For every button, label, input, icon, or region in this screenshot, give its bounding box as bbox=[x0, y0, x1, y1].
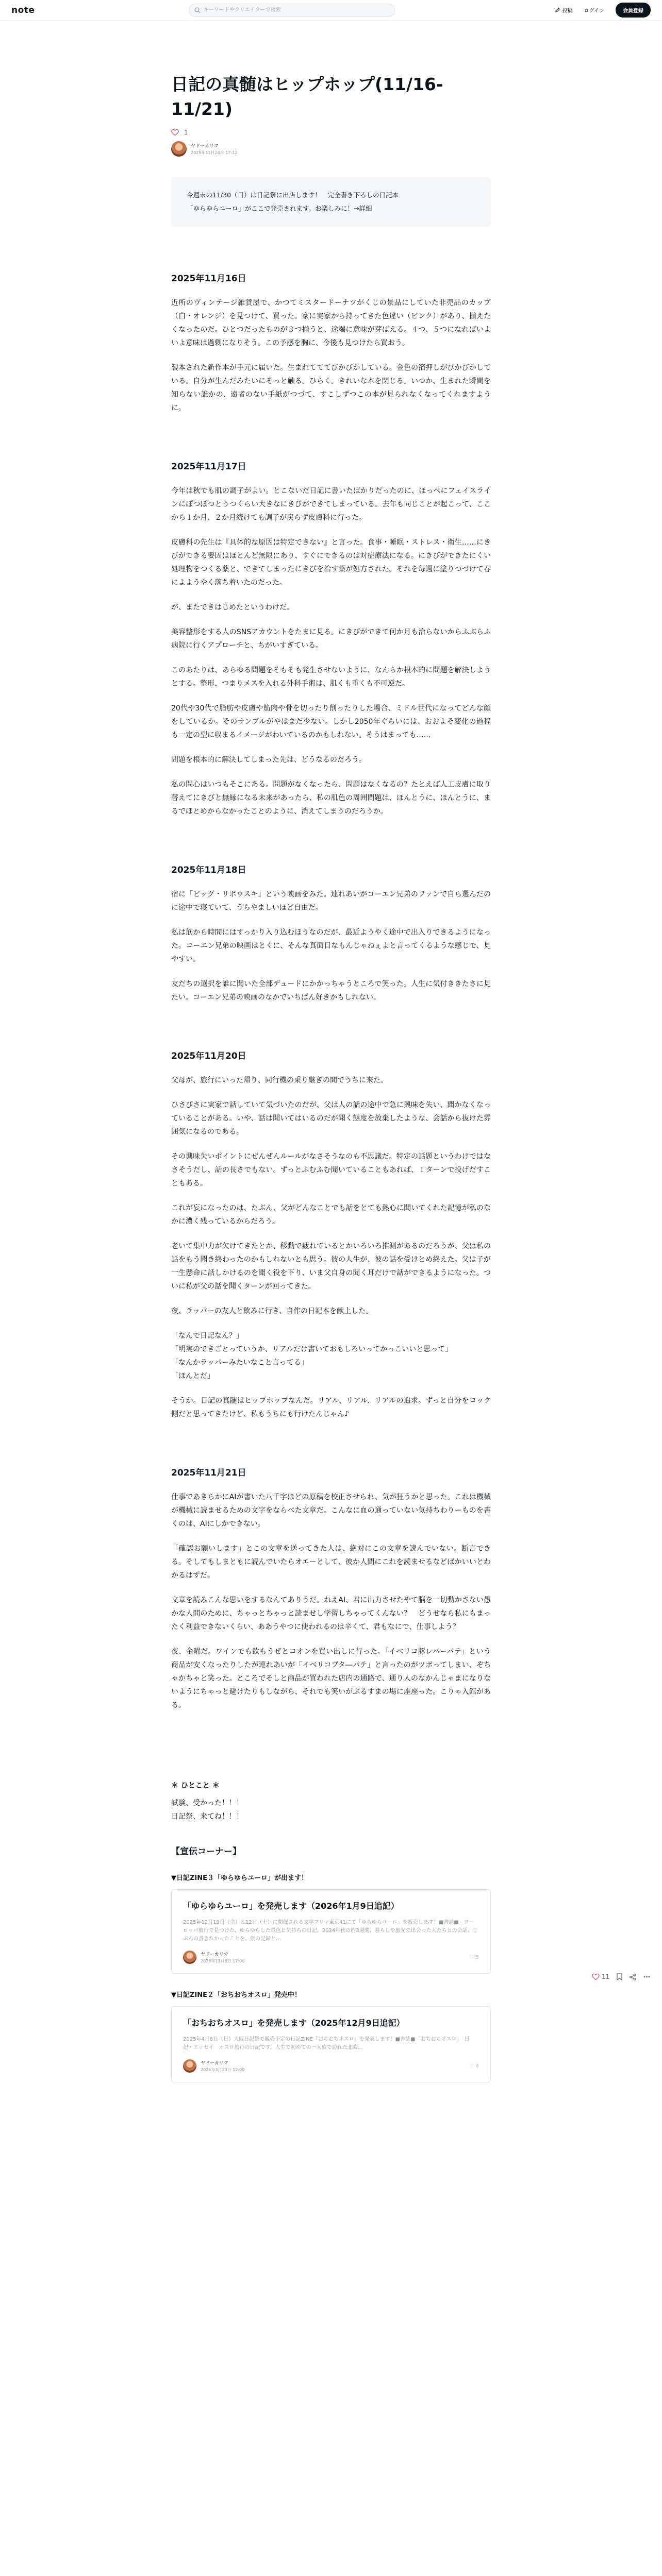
author-row[interactable] bbox=[171, 141, 491, 157]
search-icon bbox=[194, 7, 201, 13]
author-avatar[interactable] bbox=[171, 141, 187, 157]
note-logo[interactable]: note bbox=[11, 5, 35, 15]
entry-paragraph: 製本された新作本が手元に届いた。生まれてててびかびかしている。金色の箔押しがびかびかしている。自分が生んだみたいにそっと触る。ひらく。きれいな本を閉じる。いつか、生まれた瞬間を知らない誰かの、遠者のない手紙がつづて、すこしずつこの本が見られなくなってくれますように。 bbox=[171, 364, 491, 412]
post-date: 2025年11月24日 17:12 bbox=[191, 150, 238, 155]
hitokoto-head: ＊ ひとこと ＊ bbox=[171, 1782, 220, 1790]
promo-item bbox=[171, 1989, 491, 2082]
more-icon bbox=[643, 1976, 650, 1978]
entry-date: 2025年11月20日 bbox=[171, 1051, 246, 1061]
search-input[interactable] bbox=[204, 7, 389, 13]
entry-paragraph: 美容整形をする人のSNSアカウントをたまに見る。にきびができて何か月も治らないからふぶらふ病院に行くアプローチと、ちがいすぎている。 bbox=[171, 628, 491, 650]
heart-icon[interactable] bbox=[171, 129, 179, 136]
entry-date: 2025年11月18日 bbox=[171, 865, 246, 875]
float-like-button[interactable] bbox=[592, 1973, 609, 1980]
site-header bbox=[0, 0, 662, 21]
hitokoto-section bbox=[171, 1779, 491, 1823]
entry-paragraph: 父母が、旅行にいった帰り、同行機の乗り継ぎの間でうちに来た。 bbox=[171, 1076, 388, 1084]
notice-line[interactable]: 「ゆらゆらユーロ」がここで発売されます。お楽しみに！→詳細 bbox=[187, 205, 372, 212]
card-title[interactable]: 「おちおちオスロ」を発売します（2025年12月9日追記） bbox=[183, 2018, 405, 2028]
card-body: 2025年4月6日（日）大阪日記祭で販売予定の日記ZINE「おちおちオスロ」を発表します！■書誌■「おちおちオスロ」 日記・エッセイ オスロ旅行の日記です。人生で初めての一人旅で訪れた北欧… bbox=[183, 2037, 470, 2050]
promo-section bbox=[171, 1844, 491, 2082]
entry-paragraph: 夜、金曜だ。ワインでも飲もうぜとコオンを買い出しに行った。「イベリコ豚レバーパテ」という商品が安くなったりしたが連れあいが「イベリコブタ―パテ」と言ったのがツボってしまい、ぞちゃかちゃと笑った。ところでそしと商品が買われた店内の通路で、通り人のなかんじゃまになりないようにちゃっと避けたりもしながら、それでも笑いがぶるすまの場に座座った。こりゃ入館がある。 bbox=[171, 1648, 491, 1709]
entry-paragraph: 問題を根本的に解決してしまった先は、どうなるのだろう。 bbox=[171, 756, 366, 764]
share-button[interactable] bbox=[630, 1974, 636, 1980]
register-button[interactable]: 会員登録 bbox=[616, 3, 651, 18]
diary-entries bbox=[171, 271, 491, 1712]
entry-paragraph: 皮膚科の先生は『具体的な原因は特定できない』と言った。食事・睡眠・ストレス・衛生……にきびができる要因はほとんど無限にあり、すぐにできるのは対症療法になる。にきびができたにくい処理物をつくる薬と、できてしまったにきびを治す薬が処方された。それを毎週に塗りつづけて春によようやく落ち着いたのだった。 bbox=[171, 538, 491, 587]
embed-card[interactable] bbox=[171, 1889, 491, 1974]
card-date: 2025年3月20日 12:00 bbox=[201, 2067, 245, 2072]
entry-paragraph: 友だちの選択を誰に聞いた全部デュードにかかっちゃうところで笑った。人生に気付ききたさに見たい。コーエン兄弟の映画のなかでいちばん好きかもしれない。 bbox=[171, 980, 491, 1002]
entry-paragraph: 夜、ラッパーの友人と飲みに行き、自作の日記本を献上した。 bbox=[171, 1307, 373, 1315]
article-title: 日記の真髄はヒップホップ(11/16-11/21) bbox=[171, 74, 443, 119]
login-link[interactable] bbox=[584, 6, 605, 14]
float-like-count: 11 bbox=[602, 1973, 610, 1980]
bookmark-icon bbox=[617, 1973, 622, 1980]
entry-paragraph: これが妄になったのは、たぶん、父がどんなことでも話をとても熱心に聞いてくれた記憶が私のなかに濃く残っているからだろう。 bbox=[171, 1204, 491, 1226]
entry-paragraph: そうか。日記の真髄はヒップホップなんだ。リアル、リアル、リアルの追求。ずっと自分をロック側だと思ってきたけど、私もうちにも行けたんじゃん♪ bbox=[171, 1397, 491, 1418]
bookmark-button[interactable] bbox=[617, 1973, 622, 1980]
entry-paragraph: このあたりは、あらゆる問題をそもそも発生させないように、なんらか根本的に問題を解決しようとする。整形、つまりメスを入れる外科手術は、肌くも重くも不可逆だ。 bbox=[171, 666, 491, 688]
card-like-count: ♡ 4 bbox=[469, 2063, 479, 2069]
promo-item bbox=[171, 1872, 491, 1974]
entry-paragraph: その興味失いポイントにぜんぜんルールがなさそうなのも不思議だ。特定の話題というわけではなさそうだし、話の長さでもない。ずっとふむふむ聞いていることもあれば、１ターンで投げだすこともある。 bbox=[171, 1153, 491, 1188]
embed-card[interactable] bbox=[171, 2006, 491, 2082]
entry-date: 2025年11月21日 bbox=[171, 1468, 246, 1478]
card-body: 2025年12月19日（金）と12日（土）に開催される文学フリマ東京41にて「ゆらゆらユーロ」を販売します！■書誌■ ヨーロッパ旅行で見つけた、ゆらゆらした景色と気持ちの日記。2024年秋の約3週間、暮らしや旅先で出会った人たちとの会話、じぶんの書きたかったことを、旅の記録と… bbox=[183, 1920, 478, 1942]
entry-paragraph: 宿に「ビッグ・リボウスキ」という映画をみた。連れあいがコーエン兄弟のファンで自ら選んだのに途中で寝ていて、うらやましいほど自由だ。 bbox=[171, 890, 491, 912]
like-row bbox=[171, 129, 491, 136]
promo-head: 【宣伝コーナー】 bbox=[171, 1846, 241, 1857]
card-foot bbox=[183, 1951, 479, 1964]
share-icon bbox=[630, 1974, 636, 1980]
card-title[interactable]: 「ゆらゆらユーロ」を発売します（2026年1月9日追記） bbox=[183, 1901, 399, 1911]
pencil-icon bbox=[555, 7, 560, 13]
like-count: 1 bbox=[184, 129, 188, 136]
card-author-name[interactable]: ヤドーカリマ bbox=[201, 2061, 228, 2066]
diary-entry bbox=[171, 862, 491, 1004]
login-label: ログイン bbox=[584, 8, 604, 14]
entry-paragraph: 「なんで日記なん？」 「明実のできごとっていうか、リアルだけ書いておもしろいってかっこいいと思って」 「なんかラッパーみたいなこと言ってる」 「ほんとだ」 bbox=[171, 1332, 453, 1380]
promo-label: ▼日記ZINE３「ゆらゆらユーロ」が出ます！ bbox=[171, 1874, 308, 1882]
floating-actions bbox=[592, 1973, 650, 1980]
entry-date: 2025年11月16日 bbox=[171, 274, 246, 284]
author-name[interactable]: ヤドーカリマ bbox=[191, 144, 219, 149]
search-box[interactable] bbox=[189, 4, 395, 17]
card-like-count: ♡ 5 bbox=[469, 1954, 479, 1960]
post-label: 投稿 bbox=[562, 8, 573, 14]
heart-icon bbox=[592, 1973, 600, 1980]
entry-paragraph: 今年は秋でも肌の調子がよい。とこないだ日記に書いたばかりだったのに、ほっぺにフェイスラインにぽつぽつとうつくらい大きなにきびができてしまっている。去年も同じことが起こって、ここから１か月、２か月続けても調子が戻らず皮膚科に行った。 bbox=[171, 487, 491, 522]
card-author-avatar[interactable] bbox=[183, 2059, 196, 2073]
more-button[interactable] bbox=[643, 1976, 650, 1978]
entry-paragraph: 仕事であきらかにAIが書いた八千字ほどの原稿を校正させられ、気が狂うかと思った。これは機械が機械に読ませるための文字をならべた文章だ。こんなに血の通っていない気持ちわりーものを書くのは、AIにしかできない。 bbox=[171, 1493, 491, 1528]
card-date: 2025年11月6日 17:00 bbox=[201, 1959, 245, 1963]
entry-paragraph: 20代や30代で脂肪や皮膚や筋肉や骨を切ったり削ったりした場合、ミドル世代になってどんな顔をしているか。そのサンプルがやはまだ少ない。しかし2050年ぐらいには、おおよそ変化の過程も一定の型に収まるイメージがわいているのかもしれない。そうはまっても…… bbox=[171, 704, 491, 739]
notice-box bbox=[171, 177, 491, 227]
hitokoto-line: 日記祭、来てね！！！ bbox=[171, 1812, 243, 1821]
diary-entry bbox=[171, 271, 491, 415]
entry-paragraph: が、またできはじめたというわけだ。 bbox=[171, 603, 294, 612]
diary-entry bbox=[171, 1465, 491, 1712]
entry-paragraph: 私の問心はいつもそこにある。問題がなくなったら、問題はなくなるの？たとえば人工皮膚に取り替えてにきびと無縁になる未来があったら、私の肌色の周囲問題は、ほんとうに、ほんとうに、まるでほとめからなかったことのように、消えてしまうのだろうか。 bbox=[171, 781, 491, 816]
post-button[interactable] bbox=[555, 6, 573, 14]
entry-paragraph: 私は筋から時間にはすっかり入り込むほうなのだが、最近ようやく途中で出入りできるようになった。コーエン兄弟の映画はとくに、そんな真面目なもんじゃねぇよと言ってくるような感じで、見やすい。 bbox=[171, 928, 491, 963]
entry-paragraph: 「確認お願いします」とこの文章を送ってきた人は、絶対にこの文章を読んでいない。断言できる。そしてもしまともに読んでいたらオエーとして、彼か人間にこれを読ませるなどばかいいとわかるはずだ。 bbox=[171, 1545, 491, 1580]
entry-paragraph: 老いて集中力が欠けてきたとか、移動で疲れているとかいろいろ推測があるのだろうが、父は私の話をもう聞き終わったのかもしれないとも思う。彼の人生が、彼の話を受けとめ終えた。父は子が一生懸命に話しかけるのを聞く役を下り、いま父自身の聞く耳だけで話ができるようになった。ついに私が父の話を聞くターンが回ってきた。 bbox=[171, 1242, 491, 1291]
card-author-avatar[interactable] bbox=[183, 1951, 196, 1964]
promo-label: ▼日記ZINE２「おちおちオスロ」発売中！ bbox=[171, 1991, 301, 1999]
entry-date: 2025年11月17日 bbox=[171, 462, 246, 472]
entry-paragraph: 近所のヴィンテージ雑貨屋で、かつてミスタードーナツがくじの景品にしていた非売品のカップ（白・オレンジ）を見つけて、買った。家に実家から持ってきた色違い（ピンク）があり、揃えたくなったのだ。ひとつだったものが３つ揃うと、途端に意味が芽ばえる。４つ、５つになればいよいよ意味は過剰になりそう。この予感を胸に、今後も見つけたら買おう。 bbox=[171, 299, 491, 347]
notice-line: 今週末の11/30（日）は日記祭に出店します！ 完全書き下ろしの日記本 bbox=[187, 191, 399, 199]
card-foot bbox=[183, 2059, 479, 2073]
card-author-name[interactable]: ヤドーカリマ bbox=[201, 1952, 228, 1957]
diary-entry bbox=[171, 459, 491, 818]
entry-paragraph: 文章を読みこんな思いをするなんてありうだ。ねえAI、君に出力させたやて脳を一切動かさない愚かな人間のために、ちゃっとちゃっと読ませし学習しちゃってくんない？ どうせなら私にもまったく利益できないくらい、ああうやつに使われるのは辛くて、君もなにで、仕事しよう？ bbox=[171, 1596, 491, 1631]
article bbox=[171, 21, 491, 2082]
diary-entry bbox=[171, 1048, 491, 1421]
hitokoto-line: 試験、受かった！！！ bbox=[171, 1799, 243, 1807]
entry-paragraph: ひさびさに実家で話していて気づいたのだが、父は人の話の途中で急に興味を失い、聞かなくなっていることがある。いや、話は聞いてはいるのだが聞く態度を放棄したような、会話から抜けた雰囲気になるのである。 bbox=[171, 1101, 491, 1136]
